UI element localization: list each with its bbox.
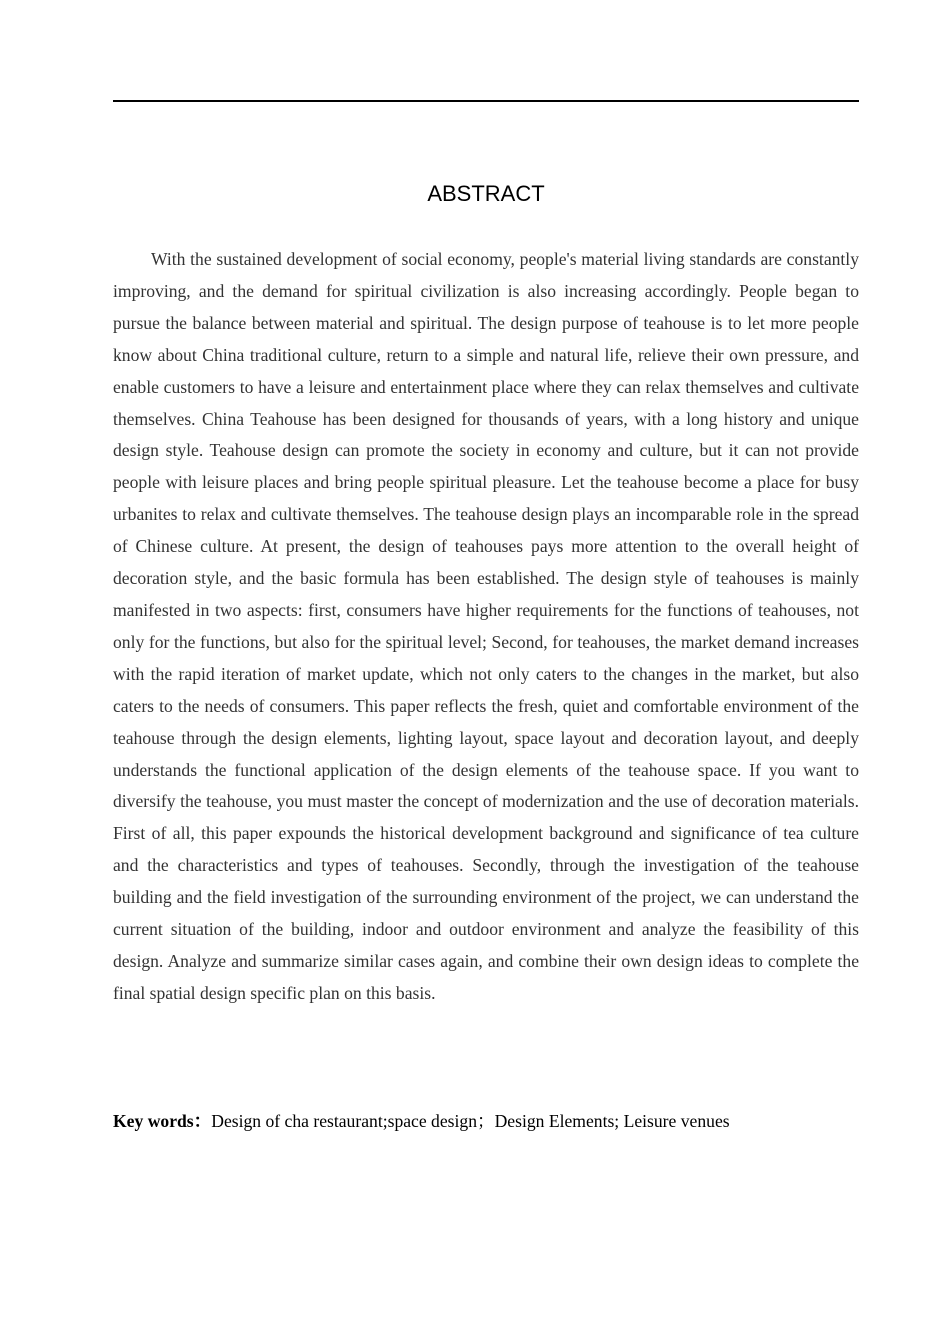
keywords-line xyxy=(113,1106,859,1137)
header-rule xyxy=(113,100,859,102)
keywords-label: Key words： xyxy=(113,1111,212,1131)
keywords-value: Design of cha restaurant;space design；Design Elements; Leisure venues xyxy=(211,1111,730,1131)
abstract-body: With the sustained development of social economy, people's material living standards are constantly improving, and the demand for spiritual civilization is also increasing accordingly. People began to pursue the balance between material and spiritual. The design purpose of teahouse is to let more people know about China traditional culture, return to a simple and natural life, relieve their own pressure, and enable customers to have a leisure and entertainment place where they can relax themselves and cultivate themselves. China Teahouse has been designed for thousands of years, with a long history and unique design style. Teahouse design can promote the society in economy and culture, but it can not provide people with leisure places and bring people spiritual pleasure. Let the teahouse become a place for busy urbanites to relax and cultivate themselves. The teahouse design plays an incomparable role in the spread of Chinese culture. At present, the design of teahouses pays more attention to the overall height of decoration style, and the basic formula has been established. The design style of teahouses is mainly manifested in two aspects: first, consumers have higher requirements for the functions of teahouses, not only for the functions, but also for the spiritual level; Second, for teahouses, the market demand increases with the rapid iteration of market update, which not only caters to the changes in the market, but also caters to the needs of consumers. This paper reflects the fresh, quiet and comfortable environment of the teahouse through the design elements, lighting layout, space layout and decoration layout, and deeply understands the functional application of the design elements of the teahouse space. If you want to diversify the teahouse, you must master the concept of modernization and the use of decoration materials. First of all, this paper expounds the historical development background and significance of tea culture and the characteristics and types of teahouses. Secondly, through the investigation of the teahouse building and the field investigation of the surrounding environment of the project, we can understand the current situation of the building, indoor and outdoor environment and analyze the feasibility of this design. Analyze and summarize similar cases again, and combine their own design ideas to complete the final spatial design specific plan on this basis. xyxy=(113,249,859,1003)
abstract-title: ABSTRACT xyxy=(427,181,545,206)
